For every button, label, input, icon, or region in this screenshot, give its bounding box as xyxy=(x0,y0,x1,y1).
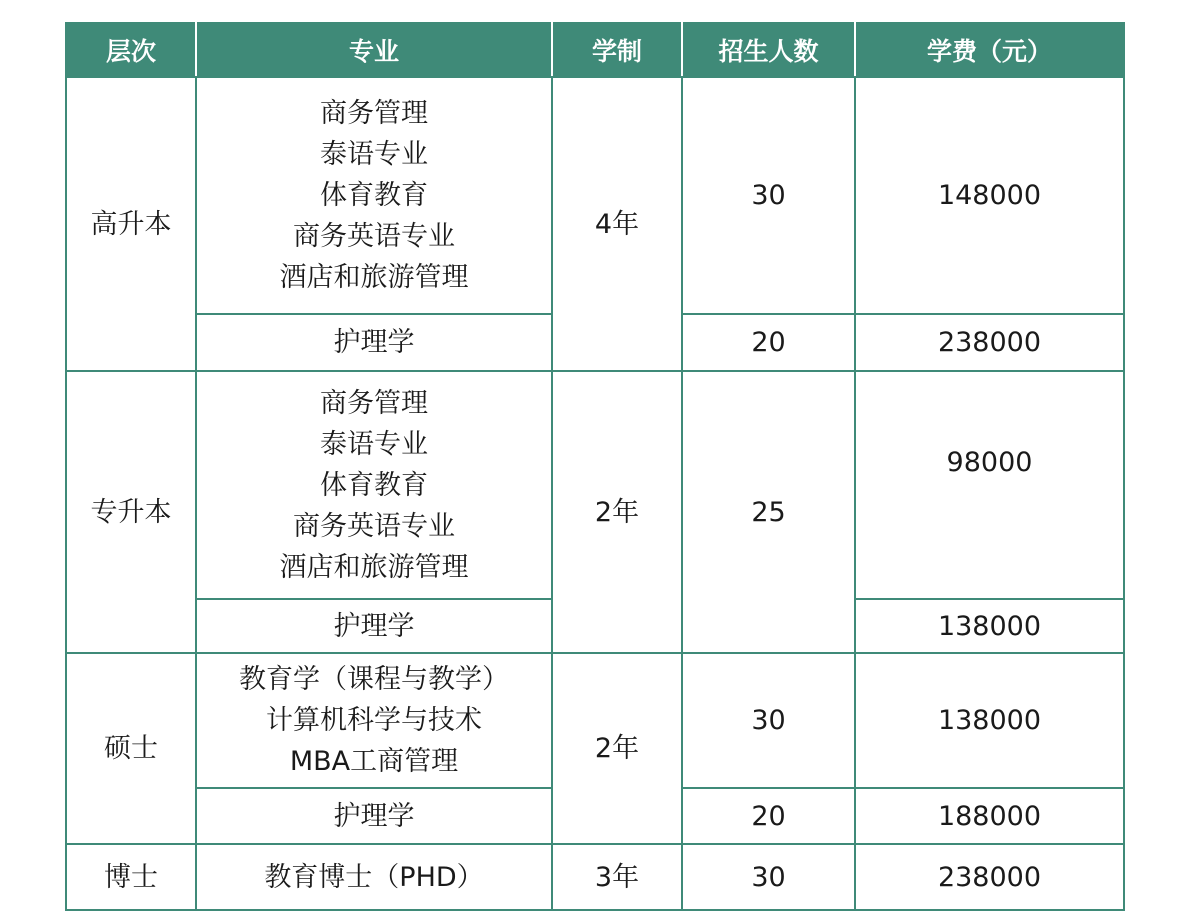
major-cell xyxy=(196,371,552,599)
enrollment-cell: 25 xyxy=(682,371,855,653)
enrollment-cell: 30 xyxy=(682,653,855,788)
major-cell xyxy=(196,653,552,788)
tuition-cell: 138000 xyxy=(855,599,1124,653)
tuition-cell: 188000 xyxy=(855,788,1124,844)
major-line: 计算机科学与技术 xyxy=(266,705,482,736)
table-row xyxy=(66,77,1124,314)
table-row xyxy=(66,844,1124,910)
major-line: 商务英语专业 xyxy=(293,221,455,252)
table-row xyxy=(66,371,1124,599)
duration-cell: 3年 xyxy=(552,844,682,910)
header-enrollment: 招生人数 xyxy=(682,23,855,77)
table-row xyxy=(66,653,1124,788)
tuition-cell: 98000 xyxy=(855,371,1124,599)
major-line: 体育教育 xyxy=(320,180,428,211)
major-line: MBA工商管理 xyxy=(289,746,459,777)
major-cell: 护理学 xyxy=(196,599,552,653)
major-line: 商务英语专业 xyxy=(293,510,455,542)
enrollment-cell: 20 xyxy=(682,788,855,844)
tuition-cell: 238000 xyxy=(855,314,1124,371)
header-level: 层次 xyxy=(66,23,196,77)
tuition-cell: 148000 xyxy=(855,77,1124,314)
major-line: 商务管理 xyxy=(320,98,428,129)
header-major: 专业 xyxy=(196,23,552,77)
tuition-cell: 238000 xyxy=(855,844,1124,910)
duration-cell: 4年 xyxy=(552,77,682,371)
major-cell: 教育博士（PHD） xyxy=(196,844,552,910)
level-cell: 高升本 xyxy=(66,77,196,371)
major-cell: 护理学 xyxy=(196,788,552,844)
header-row xyxy=(66,23,1124,77)
tuition-cell: 138000 xyxy=(855,653,1124,788)
major-line: 酒店和旅游管理 xyxy=(279,262,469,293)
header-duration: 学制 xyxy=(552,23,682,77)
major-line: 商务管理 xyxy=(320,387,428,419)
header-tuition: 学费（元） xyxy=(855,23,1124,77)
major-line: 酒店和旅游管理 xyxy=(279,551,469,583)
major-line: 泰语专业 xyxy=(320,139,428,170)
major-cell: 护理学 xyxy=(196,314,552,371)
major-cell xyxy=(196,77,552,314)
level-cell: 博士 xyxy=(66,844,196,910)
major-line: 泰语专业 xyxy=(320,428,428,460)
enrollment-cell: 20 xyxy=(682,314,855,371)
duration-cell: 2年 xyxy=(552,371,682,653)
duration-cell: 2年 xyxy=(552,653,682,844)
major-line: 体育教育 xyxy=(320,469,428,501)
enrollment-cell: 30 xyxy=(682,77,855,314)
tuition-table xyxy=(65,22,1125,911)
level-cell: 专升本 xyxy=(66,371,196,653)
level-cell: 硕士 xyxy=(66,653,196,844)
enrollment-cell: 30 xyxy=(682,844,855,910)
major-line: 教育学（课程与教学） xyxy=(239,664,509,695)
